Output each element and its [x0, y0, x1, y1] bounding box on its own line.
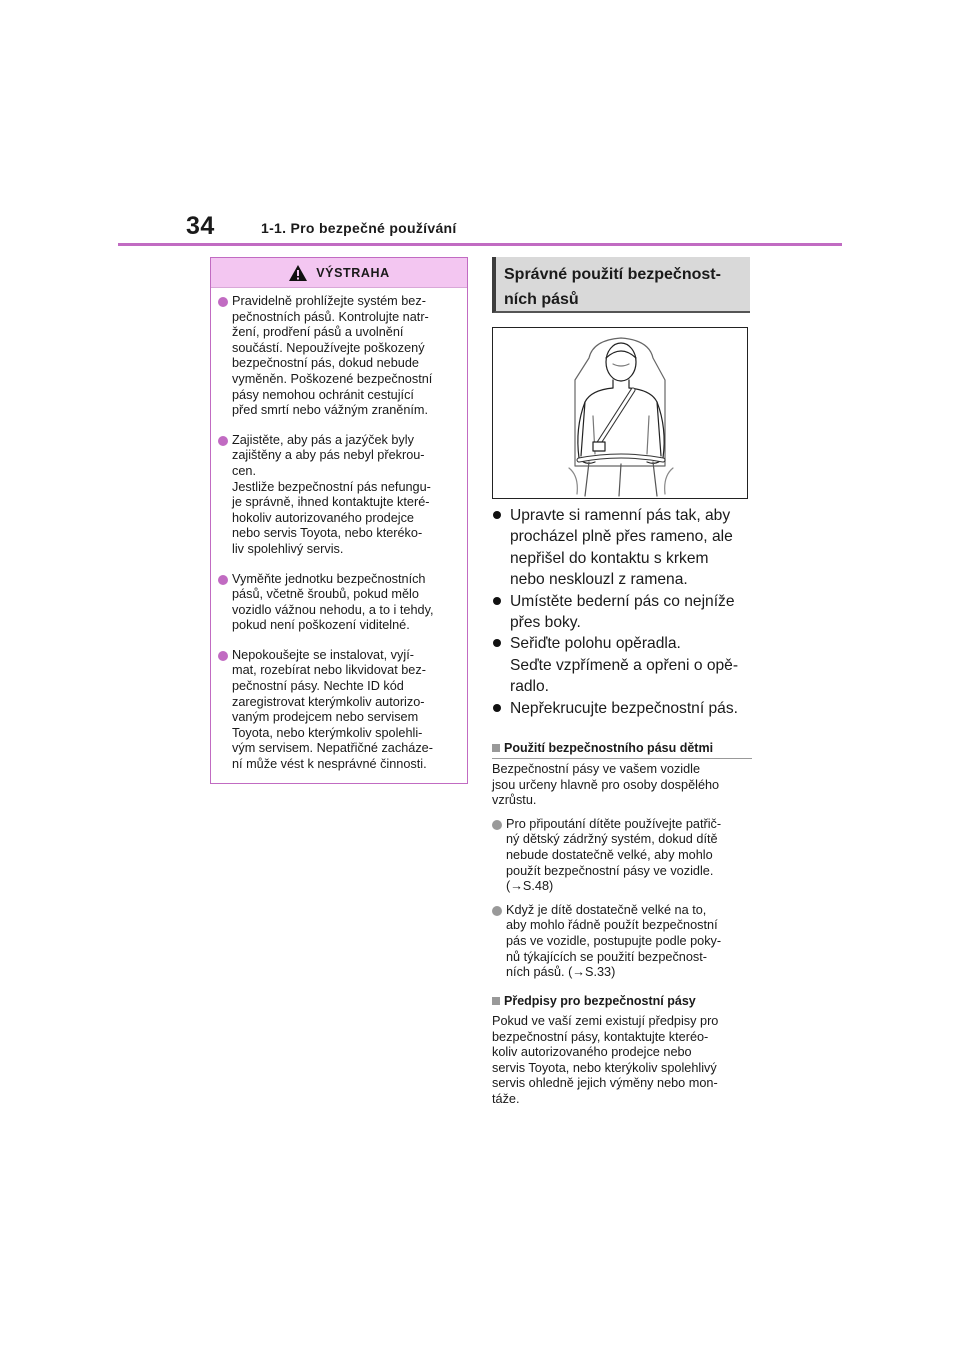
bullet-dot-icon [493, 511, 501, 519]
section-title: Správné použití bezpečnost- ních pásů [492, 257, 750, 313]
bullet-dot-icon [218, 651, 228, 661]
warning-list [217, 294, 459, 773]
warning-header [211, 258, 467, 288]
list-item: Pro připoutání dítěte používejte patřič- ný dětský zádržný systém, dokud dítě nebude dostatečně velké, aby mohlo použít bezpečnostní pásy ve vozidle. (→S.48) [492, 817, 752, 895]
subsection-heading: Použití bezpečnostního pásu dětmi [492, 740, 752, 756]
warning-box [210, 257, 468, 784]
list-item: Když je dítě dostatečně velké na to, aby mohlo řádně použít bezpečnostní pás ve vozidle, postupujte podle poky- nů týkajících se použití bezpečnost- ních pásů. (→S.33) [492, 903, 752, 981]
subsection-text: Pokud ve vaší zemi existují předpisy pro bezpečnostní pásy, kontaktujte kteréo- koliv autorizovaného prodejce nebo servis Toyota, nebo kterýkoliv spolehlivý servis ohledně jejich výměny nebo mon- táže. [492, 1014, 719, 1106]
children-list [492, 817, 752, 981]
instruction-item: Upravte si ramenní pás tak, aby procházel plně přes rameno, ale nepřišel do kontaktu s krkem nebo nesklouzl z ramena. [492, 505, 752, 591]
running-title: 1-1. Pro bezpečné používání [261, 220, 457, 236]
children-subsection [492, 740, 752, 989]
warning-item: Pravidelně prohlížejte systém bez- pečnostních pásů. Kontrolujte natr- žení, prodření pásů a uvolnění součástí. Nepoužívejte poškozený bezpečnostní pás, dokud nebude vyměněn. Poškozené bezpečnostní pásy nemohou ochránit cestující před smrtí nebo vážným zraněním. [217, 294, 459, 419]
bullet-dot-icon [492, 820, 502, 830]
warning-title: VÝSTRAHA [316, 265, 390, 280]
instruction-list [492, 505, 752, 719]
bullet-dot-icon [218, 575, 228, 585]
subsection-heading: Předpisy pro bezpečnostní pásy [492, 993, 752, 1009]
warning-item: Vyměňte jednotku bezpečnostních pásů, včetně šroubů, pokud mělo vozidlo vážnou nehodu, a to i tehdy, pokud není poškození viditelné. [217, 572, 459, 634]
bullet-dot-icon [493, 597, 501, 605]
bullet-dot-icon [493, 639, 501, 647]
bullet-dot-icon [218, 297, 228, 307]
square-marker-icon [492, 997, 500, 1005]
bullet-dot-icon [493, 704, 501, 712]
square-marker-icon [492, 744, 500, 752]
instruction-item: Umístěte bederní pás co nejníže přes boky. [492, 591, 752, 634]
divider [492, 758, 752, 759]
warning-item: Zajistěte, aby pás a jazýček byly zajištěny a aby pás nebyl překrou- cen. Jestliže bezpečnostní pás nefungu- je správně, ihned kontaktujte které- hokoliv autorizovaného prodejce nebo servis Toyota, nebo kteréko- liv spolehlivý servis. [217, 433, 459, 558]
warning-item: Nepokoušejte se instalovat, vyjí- mat, rozebírat nebo likvidovat bez- pečnostní pásy. Nechte ID kód zaregistrovat kterýmkoliv autorizo- vaným prodejcem nebo servisem Toyota, nebo kterýmkoliv spolehli- vým servisem. Nepatřičné zacháze- ní může vést k nesprávné činnosti. [217, 648, 459, 773]
seatbelt-illustration [492, 327, 748, 499]
instruction-item: Nepřekrucujte bezpečnostní pás. [492, 698, 752, 719]
bullet-dot-icon [218, 436, 228, 446]
warning-triangle-icon [288, 264, 308, 282]
instruction-item: Seřiďte polohu opěradla. Seďte vzpřímeně a opřeni o opě- radlo. [492, 633, 752, 697]
regulations-subsection [492, 993, 752, 1108]
header-rule [118, 243, 842, 246]
subsection-text: Bezpečnostní pásy ve vašem vozidle jsou určeny hlavně pro osoby dospělého vzrůstu. [492, 762, 720, 808]
page-number: 34 [186, 212, 215, 240]
bullet-dot-icon [492, 906, 502, 916]
